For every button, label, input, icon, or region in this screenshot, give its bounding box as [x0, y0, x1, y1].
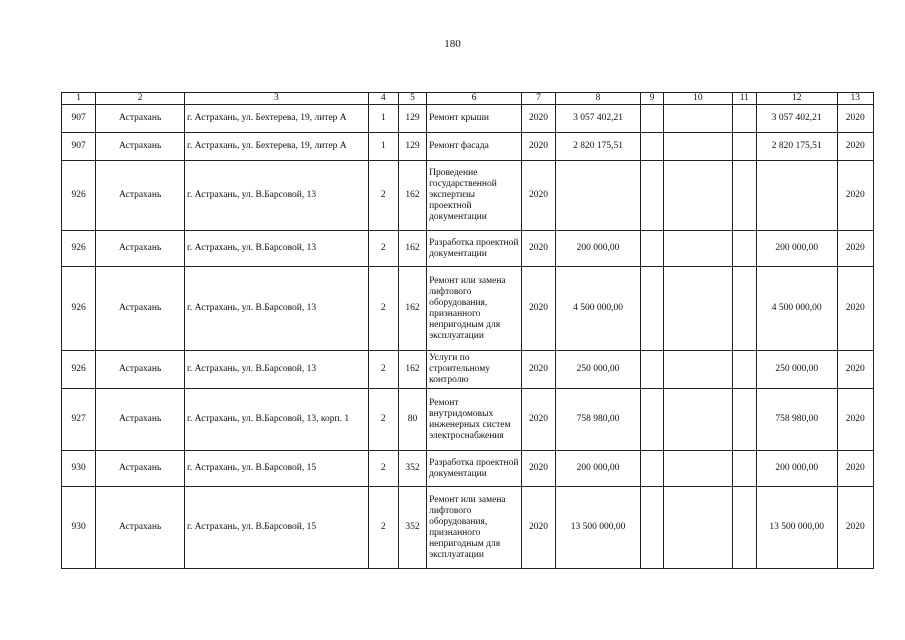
- table-row: [62, 351, 874, 389]
- column-header-2: 2: [96, 93, 185, 105]
- cell-type: 2: [368, 267, 398, 351]
- cell-amount: 200 000,00: [556, 231, 641, 267]
- cell-municipality: Астрахань: [96, 487, 185, 569]
- cell-year: 2020: [521, 351, 555, 389]
- cell-object-number: 926: [62, 267, 96, 351]
- cell-col11: [732, 231, 756, 267]
- cell-address: г. Астрахань, ул. Бехтерева, 19, литер А: [185, 133, 369, 161]
- cell-type: 2: [368, 231, 398, 267]
- cell-col10: [664, 267, 733, 351]
- cell-completion-year: 2020: [837, 351, 873, 389]
- cell-total-amount: [756, 161, 837, 231]
- cell-col11: [732, 161, 756, 231]
- cell-col11: [732, 133, 756, 161]
- cell-col10: [664, 487, 733, 569]
- cell-amount: 250 000,00: [556, 351, 641, 389]
- cell-col11: [732, 451, 756, 487]
- table-row: [62, 161, 874, 231]
- cell-municipality: Астрахань: [96, 389, 185, 451]
- cell-address: г. Астрахань, ул. В.Барсовой, 15: [185, 487, 369, 569]
- cell-work-type: Ремонт фасада: [427, 133, 522, 161]
- cell-amount: 13 500 000,00: [556, 487, 641, 569]
- cell-address: г. Астрахань, ул. В.Барсовой, 13: [185, 231, 369, 267]
- header-row: [62, 93, 874, 105]
- cell-work-type: Ремонт или замена лифтового оборудования, признанного непригодным для эксплуатации: [427, 267, 522, 351]
- cell-col9: [640, 105, 663, 133]
- cell-amount: 200 000,00: [556, 451, 641, 487]
- cell-address: г. Астрахань, ул. В.Барсовой, 13, корп. 1: [185, 389, 369, 451]
- cell-amount: 4 500 000,00: [556, 267, 641, 351]
- column-header-5: 5: [398, 93, 426, 105]
- column-header-13: 13: [837, 93, 873, 105]
- table-row: [62, 487, 874, 569]
- cell-type: 2: [368, 351, 398, 389]
- cell-col9: [640, 451, 663, 487]
- cell-municipality: Астрахань: [96, 267, 185, 351]
- cell-work-type: Ремонт внутридомовых инженерных систем электроснабжения: [427, 389, 522, 451]
- cell-type: 2: [368, 389, 398, 451]
- cell-year: 2020: [521, 487, 555, 569]
- cell-amount: 3 057 402,21: [556, 105, 641, 133]
- cell-year: 2020: [521, 389, 555, 451]
- cell-work-type: Услуги по строительному контролю: [427, 351, 522, 389]
- cell-total-amount: 13 500 000,00: [756, 487, 837, 569]
- page-number: 180: [444, 38, 461, 50]
- cell-year: 2020: [521, 231, 555, 267]
- cell-units: 162: [398, 351, 426, 389]
- cell-col9: [640, 487, 663, 569]
- column-header-12: 12: [756, 93, 837, 105]
- cell-total-amount: 2 820 175,51: [756, 133, 837, 161]
- cell-municipality: Астрахань: [96, 231, 185, 267]
- cell-object-number: 926: [62, 231, 96, 267]
- cell-units: 162: [398, 231, 426, 267]
- column-header-6: 6: [427, 93, 522, 105]
- column-header-11: 11: [732, 93, 756, 105]
- cell-object-number: 907: [62, 105, 96, 133]
- cell-col9: [640, 133, 663, 161]
- cell-type: 1: [368, 133, 398, 161]
- cell-object-number: 926: [62, 351, 96, 389]
- program-table: [61, 92, 874, 569]
- cell-object-number: 907: [62, 133, 96, 161]
- cell-municipality: Астрахань: [96, 451, 185, 487]
- cell-total-amount: 200 000,00: [756, 231, 837, 267]
- cell-address: г. Астрахань, ул. В.Барсовой, 15: [185, 451, 369, 487]
- cell-col11: [732, 389, 756, 451]
- cell-municipality: Астрахань: [96, 133, 185, 161]
- table-body: [62, 105, 874, 569]
- column-header-3: 3: [185, 93, 369, 105]
- cell-work-type: Разработка проектной документации: [427, 451, 522, 487]
- cell-completion-year: 2020: [837, 389, 873, 451]
- column-header-8: 8: [556, 93, 641, 105]
- cell-col10: [664, 105, 733, 133]
- column-header-10: 10: [664, 93, 733, 105]
- cell-address: г. Астрахань, ул. В.Барсовой, 13: [185, 351, 369, 389]
- cell-completion-year: 2020: [837, 231, 873, 267]
- cell-object-number: 926: [62, 161, 96, 231]
- cell-units: 129: [398, 133, 426, 161]
- column-header-7: 7: [521, 93, 555, 105]
- cell-year: 2020: [521, 105, 555, 133]
- cell-col10: [664, 389, 733, 451]
- table-row: [62, 267, 874, 351]
- cell-municipality: Астрахань: [96, 105, 185, 133]
- cell-total-amount: 4 500 000,00: [756, 267, 837, 351]
- cell-completion-year: 2020: [837, 451, 873, 487]
- cell-type: 1: [368, 105, 398, 133]
- cell-completion-year: 2020: [837, 487, 873, 569]
- cell-work-type: Ремонт или замена лифтового оборудования, признанного непригодным для эксплуатации: [427, 487, 522, 569]
- cell-units: 162: [398, 161, 426, 231]
- cell-object-number: 927: [62, 389, 96, 451]
- cell-work-type: Разработка проектной документации: [427, 231, 522, 267]
- cell-col9: [640, 389, 663, 451]
- table-row: [62, 389, 874, 451]
- cell-amount: 758 980,00: [556, 389, 641, 451]
- cell-address: г. Астрахань, ул. Бехтерева, 19, литер А: [185, 105, 369, 133]
- cell-municipality: Астрахань: [96, 351, 185, 389]
- cell-col10: [664, 451, 733, 487]
- cell-object-number: 930: [62, 487, 96, 569]
- cell-type: 2: [368, 451, 398, 487]
- cell-work-type: Ремонт крыши: [427, 105, 522, 133]
- table-row: [62, 451, 874, 487]
- cell-units: 129: [398, 105, 426, 133]
- cell-col10: [664, 351, 733, 389]
- column-header-4: 4: [368, 93, 398, 105]
- cell-units: 352: [398, 487, 426, 569]
- cell-type: 2: [368, 161, 398, 231]
- cell-amount: 2 820 175,51: [556, 133, 641, 161]
- cell-units: 162: [398, 267, 426, 351]
- cell-col9: [640, 351, 663, 389]
- cell-col10: [664, 133, 733, 161]
- cell-year: 2020: [521, 451, 555, 487]
- cell-total-amount: 3 057 402,21: [756, 105, 837, 133]
- column-header-1: 1: [62, 93, 96, 105]
- cell-completion-year: 2020: [837, 161, 873, 231]
- cell-object-number: 930: [62, 451, 96, 487]
- cell-address: г. Астрахань, ул. В.Барсовой, 13: [185, 267, 369, 351]
- cell-col11: [732, 105, 756, 133]
- cell-work-type: Проведение государственной экспертизы проектной документации: [427, 161, 522, 231]
- cell-col11: [732, 267, 756, 351]
- cell-col11: [732, 487, 756, 569]
- table-row: [62, 105, 874, 133]
- cell-units: 352: [398, 451, 426, 487]
- cell-col10: [664, 231, 733, 267]
- cell-col9: [640, 161, 663, 231]
- cell-total-amount: 758 980,00: [756, 389, 837, 451]
- cell-completion-year: 2020: [837, 267, 873, 351]
- cell-completion-year: 2020: [837, 105, 873, 133]
- cell-col11: [732, 351, 756, 389]
- cell-total-amount: 250 000,00: [756, 351, 837, 389]
- cell-type: 2: [368, 487, 398, 569]
- cell-year: 2020: [521, 161, 555, 231]
- cell-address: г. Астрахань, ул. В.Барсовой, 13: [185, 161, 369, 231]
- cell-completion-year: 2020: [837, 133, 873, 161]
- cell-amount: [556, 161, 641, 231]
- cell-municipality: Астрахань: [96, 161, 185, 231]
- cell-units: 80: [398, 389, 426, 451]
- table-row: [62, 133, 874, 161]
- cell-total-amount: 200 000,00: [756, 451, 837, 487]
- cell-year: 2020: [521, 267, 555, 351]
- table-row: [62, 231, 874, 267]
- column-header-9: 9: [640, 93, 663, 105]
- cell-col9: [640, 231, 663, 267]
- cell-col9: [640, 267, 663, 351]
- cell-year: 2020: [521, 133, 555, 161]
- cell-col10: [664, 161, 733, 231]
